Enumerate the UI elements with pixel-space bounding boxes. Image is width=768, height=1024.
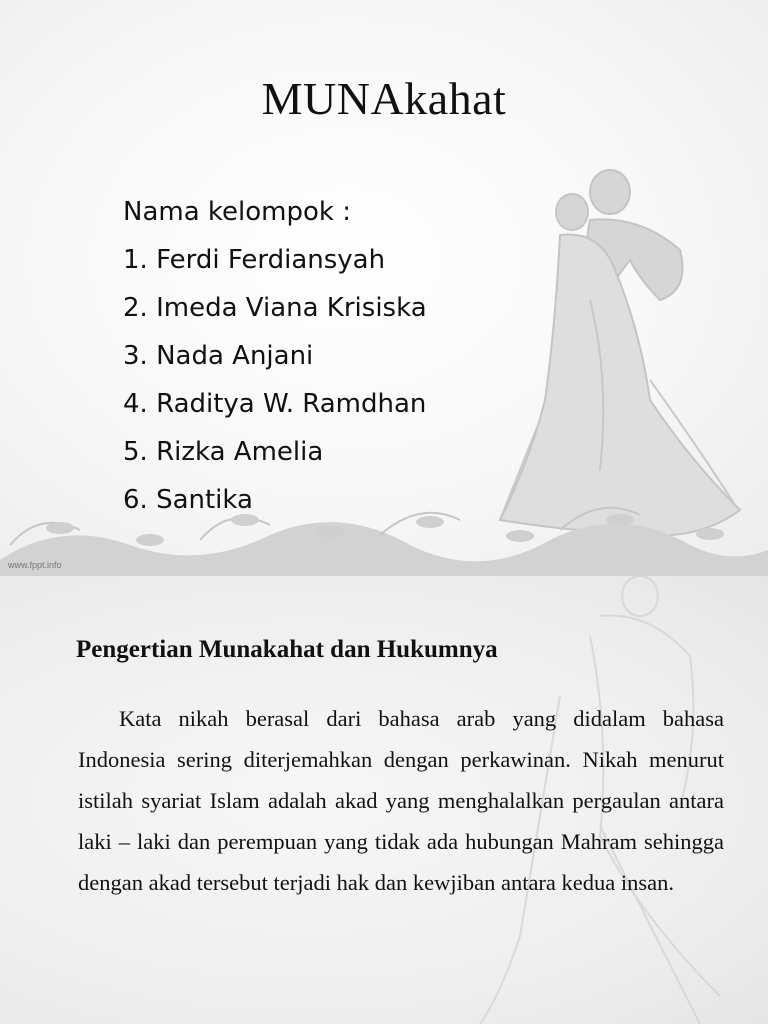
watermark-text: www.fppt.info (8, 560, 62, 570)
slide-title: MUNAkahat (261, 73, 507, 124)
member-item: 1. Ferdi Ferdiansyah (123, 245, 386, 275)
definition-paragraph: Kata nikah berasal dari bahasa arab yang didalam bahasa Indonesia sering diterjemahkan dengan perkawinan. Nikah menurut istilah syariat Islam adalah akad yang menghalalkan pergaulan antara laki – laki dan perempuan yang tidak ada hubungan Mahram sehingga dengan akad tersebut terjadi hak dan kewjiban antara kedua insan. (78, 706, 724, 895)
section-title: Pengertian Munakahat dan Hukumnya (76, 636, 498, 663)
member-item: 5. Rizka Amelia (123, 437, 324, 467)
group-member-list (123, 188, 427, 524)
member-item: 3. Nada Anjani (123, 341, 314, 371)
member-item: 6. Santika (123, 485, 253, 515)
member-item: 2. Imeda Viana Krisiska (123, 293, 427, 323)
group-heading: Nama kelompok : (123, 197, 351, 227)
member-item: 4. Raditya W. Ramdhan (123, 389, 427, 419)
content-slide (0, 576, 768, 1024)
